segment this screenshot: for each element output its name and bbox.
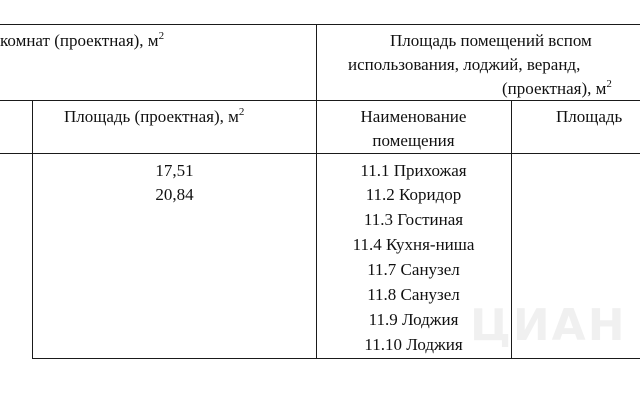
room-name: 11.7 Санузел (367, 260, 460, 279)
watermark-logo: ЦИАН (470, 300, 627, 351)
aux-area-header-line1: Площадь помещений вспом (390, 31, 592, 50)
room-name: 11.1 Прихожая (360, 161, 467, 180)
room-name: 11.2 Коридор (365, 185, 462, 204)
column-border-left (32, 100, 33, 359)
aux-area-column-header: Площадь (556, 107, 623, 126)
subheader-divider (0, 153, 640, 154)
room-name: 11.3 Гостиная (363, 210, 464, 229)
room-name: 11.8 Санузел (367, 285, 460, 304)
room-name: 11.9 Лоджия (368, 310, 459, 329)
area-column-header: Площадь (проектная), $м^2$ (64, 106, 245, 126)
aux-area-header-line3: (проектная), $м^2$ (502, 78, 612, 98)
room-name-header-line2: помещения (372, 131, 455, 150)
room-name-header-line1: Наименование (360, 107, 467, 126)
table-top-border (0, 24, 640, 25)
table-bottom-border (32, 358, 640, 359)
aux-area-header-line2: использования, лоджий, веранд, (348, 55, 581, 74)
room-name: 11.4 Кухня-ниша (352, 235, 475, 254)
area-value: 17,51 (155, 161, 194, 180)
room-name: 11.10 Лоджия (364, 335, 463, 354)
area-value: 20,84 (155, 185, 194, 204)
rooms-area-header: комнат (проектная), $м^2$ (0, 30, 165, 50)
